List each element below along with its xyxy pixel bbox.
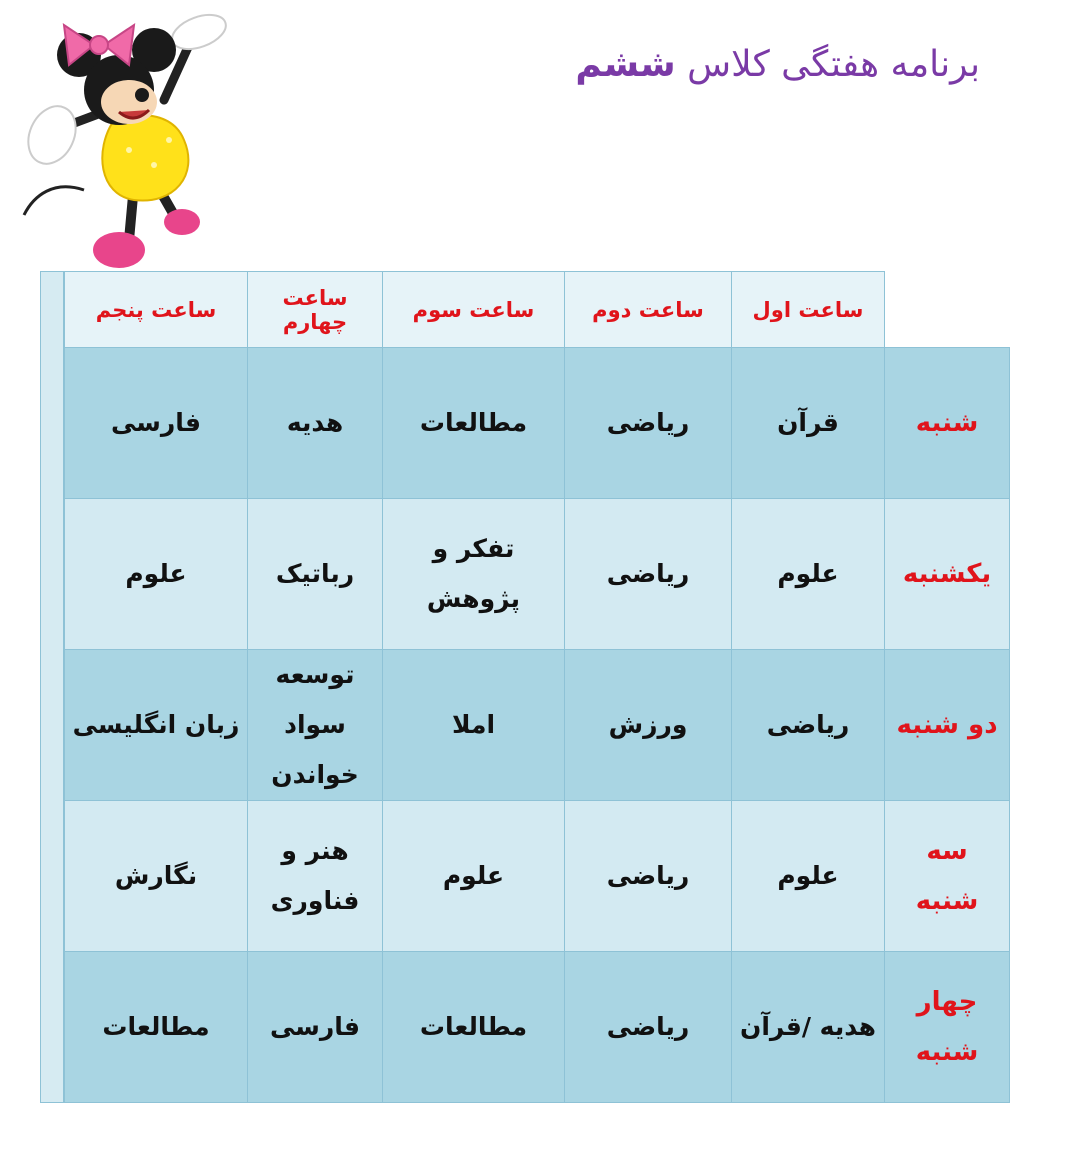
subject-cell: علوم: [732, 499, 885, 650]
subject-cell: هدیه /قرآن: [732, 952, 885, 1103]
subject-cell: فارسی: [65, 348, 248, 499]
period-header: ساعت سوم: [383, 272, 565, 348]
day-label: چهار شنبه: [885, 952, 1010, 1103]
subject-cell: زبان انگلیسی: [65, 650, 248, 801]
subject-cell: ریاضی: [565, 801, 732, 952]
table-row: [65, 499, 1010, 650]
subject-cell: تفکر و پژوهش: [383, 499, 565, 650]
subject-cell: علوم: [732, 801, 885, 952]
period-header: ساعت دوم: [565, 272, 732, 348]
subject-cell: املا: [383, 650, 565, 801]
subject-cell: نگارش: [65, 801, 248, 952]
day-label: یکشنبه: [885, 499, 1010, 650]
table-edge-strip: [40, 271, 64, 1103]
period-header: ساعت پنجم: [65, 272, 248, 348]
subject-cell: علوم: [383, 801, 565, 952]
subject-cell: ورزش: [565, 650, 732, 801]
day-label: سه شنبه: [885, 801, 1010, 952]
subject-cell: مطالعات: [383, 952, 565, 1103]
title-class-name: ششم: [575, 44, 676, 85]
subject-cell: توسعه سواد خواندن: [248, 650, 383, 801]
page-title: [470, 44, 980, 85]
header-row: [65, 272, 1010, 348]
table-row: [65, 801, 1010, 952]
subject-cell: ریاضی: [565, 499, 732, 650]
day-label: شنبه: [885, 348, 1010, 499]
subject-cell: ریاضی: [732, 650, 885, 801]
weekly-schedule: [40, 271, 1010, 1103]
subject-cell: ریاضی: [565, 952, 732, 1103]
subject-cell: قرآن: [732, 348, 885, 499]
table-row: [65, 952, 1010, 1103]
subject-cell: علوم: [65, 499, 248, 650]
title-prefix: برنامه هفتگی کلاس: [687, 44, 980, 85]
minnie-mouse-illustration: [14, 0, 234, 275]
subject-cell: هدیه: [248, 348, 383, 499]
period-header: ساعت چهارم: [248, 272, 383, 348]
subject-cell: فارسی: [248, 952, 383, 1103]
subject-cell: هنر و فناوری: [248, 801, 383, 952]
subject-cell: مطالعات: [65, 952, 248, 1103]
subject-cell: مطالعات: [383, 348, 565, 499]
subject-cell: ریاضی: [565, 348, 732, 499]
table-row: [65, 650, 1010, 801]
schedule-table: [64, 271, 1010, 1103]
period-header: ساعت اول: [732, 272, 885, 348]
corner-cell: [885, 272, 1010, 348]
day-label: دو شنبه: [885, 650, 1010, 801]
subject-cell: رباتیک: [248, 499, 383, 650]
table-row: [65, 348, 1010, 499]
